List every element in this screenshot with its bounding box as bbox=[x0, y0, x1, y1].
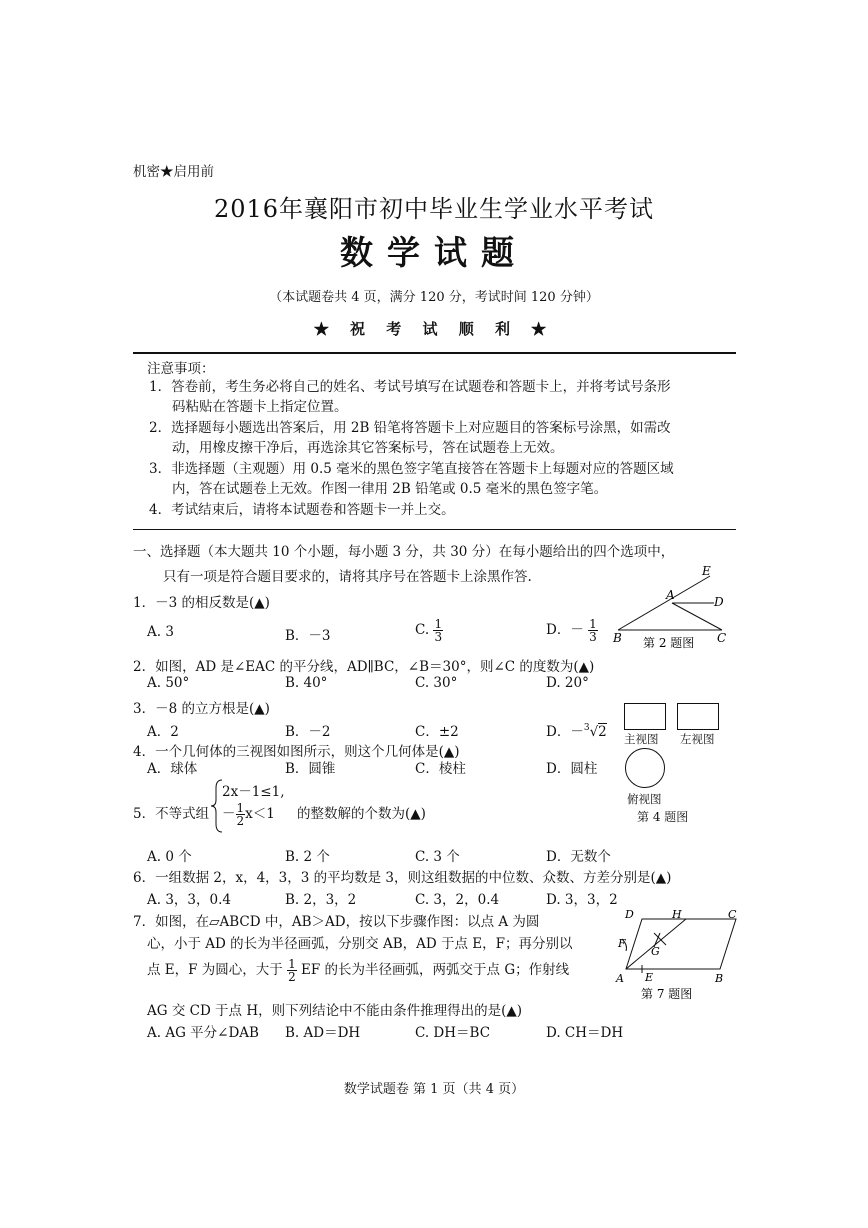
good-luck-line: ★ 祝 考 试 顺 利 ★ bbox=[313, 320, 555, 338]
notice-line: 1．答卷前，考生务必将自己的姓名、考试号填写在试题卷和答题卡上，并将考试号条形 bbox=[149, 379, 671, 395]
q5-option-d: D．无数个 bbox=[546, 849, 611, 865]
q6-option-a: A. 3，3，0.4 bbox=[147, 892, 231, 908]
top-rule bbox=[133, 352, 736, 354]
notice-line: 内，答在试题卷上无效。作图一律用 2B 铅笔或 0.5 毫米的黑色签字笔。 bbox=[172, 481, 608, 497]
q2-option-a: A. 50° bbox=[147, 675, 190, 691]
q7-option-c: C. DH＝BC bbox=[415, 1025, 491, 1041]
q7-line-3: 点 E，F 为圆心，大于 $\frac{1}{2}$ EF 的长为半径画弧，两弧交于点 G；作射线 bbox=[147, 957, 570, 984]
notice-line: 3．非选择题（主观题）用 0.5 毫米的黑色签字笔直接答在答题卡上每题对应的答题区域 bbox=[149, 461, 674, 477]
label-A: A bbox=[616, 972, 624, 985]
q5-inequality-2: － $\frac{1}{2}$ x＜1 bbox=[222, 801, 275, 828]
q1-option-a: A. 3 bbox=[147, 624, 174, 640]
q1-option-b: B．－3 bbox=[285, 628, 331, 644]
q2-option-b: B. 40° bbox=[285, 675, 328, 691]
q6-option-c: C. 3，2，0.4 bbox=[415, 892, 500, 908]
q4-option-c: C．棱柱 bbox=[415, 761, 466, 777]
label-B: B bbox=[613, 631, 622, 645]
q1-option-d: D．－ $\frac{1}{3}$ bbox=[546, 617, 597, 644]
q5-option-c: C. 3 个 bbox=[415, 849, 460, 865]
section-heading: 一、选择题（本大题共 10 个小题，每小题 3 分，共 30 分）在每小题给出的四个选项中， bbox=[133, 544, 675, 560]
label-A: A bbox=[666, 588, 675, 602]
q7-option-d: D. CH＝DH bbox=[546, 1025, 624, 1041]
q4-option-b: B．圆锥 bbox=[285, 761, 336, 777]
top-view-label: 俯视图 bbox=[627, 792, 662, 806]
q4-option-d: D．圆柱 bbox=[546, 761, 598, 777]
q6-stem: 6．一组数据 2，x，4，3，3 的平均数是 3，则这组数据的中位数、众数、方差分别是(▲) bbox=[133, 870, 672, 886]
q1-option-c: C. $\frac{1}{3}$ bbox=[415, 617, 443, 644]
q1-stem: 1．－3 的相反数是(▲) bbox=[133, 595, 270, 611]
q3-option-a: A．2 bbox=[147, 724, 179, 740]
label-H: H bbox=[672, 908, 682, 921]
confidential-label: 机密★启用前 bbox=[133, 164, 214, 180]
label-E: E bbox=[702, 564, 711, 578]
q5-prefix: 5．不等式组 bbox=[133, 806, 210, 822]
left-view-label: 左视图 bbox=[680, 732, 715, 746]
q5-option-b: B. 2 个 bbox=[285, 849, 330, 865]
q2-option-d: D. 20° bbox=[546, 675, 589, 691]
figure-q2 bbox=[610, 562, 740, 654]
q5-option-a: A. 0 个 bbox=[147, 849, 192, 865]
figure-q4-caption: 第 4 题图 bbox=[637, 810, 689, 824]
q3-option-d: D．－3√2 bbox=[546, 723, 607, 740]
left-view-rect bbox=[677, 703, 719, 730]
notice-line: 2．选择题每小题选出答案后，用 2B 铅笔将答题卡上对应题目的答案标号涂黑，如需改 bbox=[149, 420, 671, 436]
label-C: C bbox=[717, 631, 727, 645]
q5-inequality-1: 2x－1≤1, bbox=[222, 784, 285, 800]
q7-option-a: A. AG 平分∠DAB bbox=[147, 1025, 259, 1041]
q3-option-c: C．±2 bbox=[415, 724, 459, 740]
front-view-rect bbox=[624, 703, 666, 730]
notice-heading: 注意事项： bbox=[147, 361, 215, 377]
exam-title: 2016年襄阳市初中毕业生学业水平考试 bbox=[213, 195, 655, 223]
front-view-label: 主视图 bbox=[624, 732, 659, 746]
notice-line: 动，用橡皮擦干净后，再选涂其它答案标号，答在试题卷上无效。 bbox=[172, 440, 564, 456]
q7-line-2: 心，小于 AD 的长为半径画弧，分别交 AB，AD 于点 E，F；再分别以 bbox=[147, 936, 573, 952]
figure-q7 bbox=[608, 903, 743, 1003]
q4-option-a: A．球体 bbox=[147, 761, 198, 777]
q6-option-d: D. 3，3，2 bbox=[546, 892, 618, 908]
bottom-rule bbox=[133, 529, 736, 530]
q5-suffix: 的整数解的个数为(▲) bbox=[297, 806, 426, 822]
subject-title: 数学试题 bbox=[340, 233, 528, 272]
q2-stem: 2．如图，AD 是∠EAC 的平分线，AD∥BC，∠B＝30°，则∠C 的度数为(▲) bbox=[133, 659, 595, 675]
figure-q2-caption: 第 2 题图 bbox=[643, 636, 695, 650]
label-C: C bbox=[728, 908, 737, 921]
top-view-circle bbox=[625, 748, 665, 788]
label-D: D bbox=[714, 595, 724, 609]
q4-stem: 4．一个几何体的三视图如图所示，则这个几何体是(▲) bbox=[133, 744, 460, 760]
figure-q7-caption: 第 7 题图 bbox=[641, 987, 693, 1001]
q7-option-b: B. AD＝DH bbox=[285, 1025, 361, 1041]
notice-line: 码粘贴在答题卡上指定位置。 bbox=[172, 399, 348, 415]
page-footer: 数学试题卷 第 1 页（共 4 页） bbox=[343, 1082, 525, 1097]
notice-line: 4．考试结束后，请将本试题卷和答题卡一并上交。 bbox=[149, 502, 455, 518]
section-instruction: 只有一项是符合题目要求的，请将其序号在答题卡上涂黑作答. bbox=[163, 569, 532, 585]
label-B: B bbox=[715, 972, 724, 985]
q7-line-4: AG 交 CD 于点 H，则下列结论中不能由条件推理得出的是(▲) bbox=[147, 1003, 523, 1019]
label-D: D bbox=[625, 908, 634, 921]
q6-option-b: B. 2，3，2 bbox=[285, 892, 357, 908]
label-E: E bbox=[645, 971, 654, 984]
q3-stem: 3．－8 的立方根是(▲) bbox=[133, 701, 270, 717]
q3-option-b: B．－2 bbox=[285, 724, 331, 740]
exam-info: （本试题卷共 4 页，满分 120 分，考试时间 120 分钟） bbox=[269, 290, 599, 305]
q7-line-1: 7．如图，在▱ABCD 中，AB＞AD，按以下步骤作图：以点 A 为圆 bbox=[133, 914, 540, 930]
label-G: G bbox=[651, 945, 660, 958]
label-F: F bbox=[618, 937, 626, 950]
q2-option-c: C. 30° bbox=[415, 675, 458, 691]
